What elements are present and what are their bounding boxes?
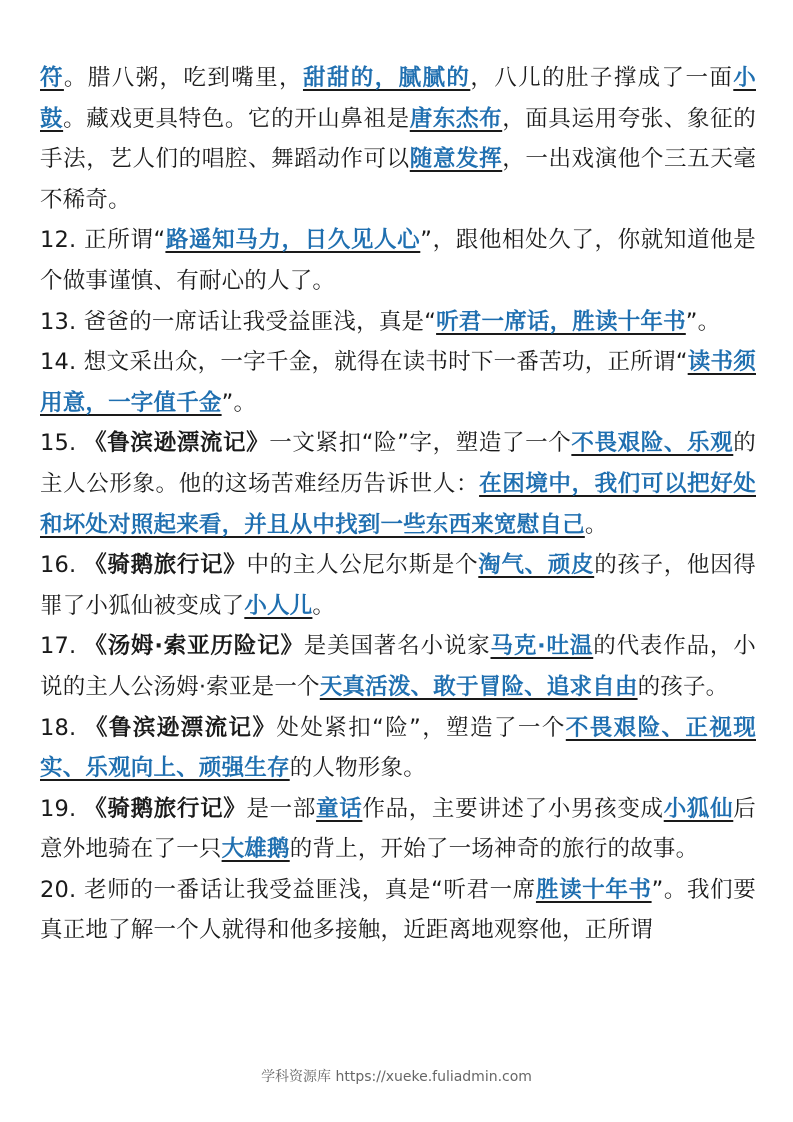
answer-text: 唐东杰布 — [409, 105, 503, 132]
paragraph-text: 的人物形象。 — [289, 755, 426, 782]
paragraph-text: 的孩子，他因得罪了小狐仙被变成了 — [40, 552, 756, 619]
paragraph-text: ，八儿的肚子撑成了一面 — [470, 65, 734, 91]
paragraph — [40, 342, 756, 423]
answer-text: 不畏艰险、正视现实、乐观向上、顽强生存 — [40, 714, 756, 782]
paragraph-text: 的代表作品，小说的主人公汤姆·索亚是一个 — [40, 633, 756, 700]
book-title: 《鲁滨逊漂流记》 — [84, 714, 277, 741]
answer-text: 马克·吐温 — [490, 633, 594, 660]
book-title: 《鲁滨逊漂流记》 — [84, 430, 270, 457]
paragraph — [40, 58, 756, 220]
page-footer: 学科资源库 https://xueke.fuliadmin.com — [261, 1069, 532, 1085]
answer-text: 甜甜的，腻腻的 — [302, 65, 471, 91]
answer-text: 不畏艰险、乐观 — [571, 430, 734, 457]
book-title: 《骑鹅旅行记》 — [84, 795, 247, 822]
answer-text: 路遥知马力，日久见人心 — [165, 227, 421, 254]
paragraph — [40, 220, 756, 301]
answer-text: 听君一席话，胜读十年书 — [436, 308, 686, 335]
answer-text: 符 — [40, 65, 64, 91]
document-body — [40, 58, 756, 951]
paragraph-text: 一文紧扣“险”字，塑造了一个 — [269, 430, 572, 457]
paragraph-text: 12. 正所谓“ — [40, 227, 166, 254]
paragraph-text: 19. — [40, 795, 85, 822]
paragraph-text: 18. — [40, 714, 85, 741]
paragraph-text: 16. — [40, 552, 85, 579]
paragraph-text: ”，跟他相处久了，你就知道他是个做事谨慎、有耐心的人了。 — [40, 227, 756, 294]
paragraph-text: 是美国著名小说家 — [303, 633, 491, 660]
paragraph-text: 的背上，开始了一场神奇的旅行的故事。 — [289, 836, 699, 863]
paragraph-text: ，面具运用夸张、象征的手法，艺人们的唱腔、舞蹈动作可以 — [40, 105, 756, 173]
paragraph-text: 。 — [584, 511, 608, 538]
paragraph — [40, 626, 756, 707]
paragraph-text: ”。 — [685, 308, 721, 335]
paragraph — [40, 870, 756, 951]
book-title: 《汤姆·索亚历险记》 — [84, 633, 304, 660]
paragraph-text: 作品，主要讲述了小男孩变成 — [362, 795, 664, 822]
answer-text: 大雄鹅 — [221, 836, 290, 863]
paragraph-text: ”。我们要真正地了解一个人就得和他多接触，近距离地观察他，正所谓 — [40, 876, 756, 944]
paragraph — [40, 545, 756, 626]
paragraph — [40, 302, 756, 343]
answer-text: 小狐仙 — [663, 795, 734, 822]
answer-text: 在困境中，我们可以把好处和坏处对照起来看，并且从中找到一些东西来宽慰自己 — [40, 470, 756, 538]
answer-text: 读书须用意，一字值千金 — [40, 349, 756, 416]
paragraph-text: ，一出戏演他个三五天毫不稀奇。 — [40, 146, 757, 213]
answer-text: 胜读十年书 — [535, 876, 652, 903]
paragraph-text: 的孩子。 — [637, 673, 729, 700]
paragraph-text: 中的主人公尼尔斯是个 — [246, 552, 479, 579]
answer-text: 天真活泼、敢于冒险、追求自由 — [319, 673, 638, 700]
paragraph-text: 14. 想文采出众，一字千金，就得在读书时下一番苦功，正所谓“ — [40, 349, 688, 376]
paragraph-text: 20. 老师的一番话让我受益匪浅，真是“听君一席 — [40, 876, 536, 903]
answer-text: 小人儿 — [244, 592, 313, 619]
paragraph — [40, 789, 756, 870]
paragraph-text: 17. — [40, 633, 85, 660]
paragraph-text: 。藏戏更具特色。它的开山鼻祖是 — [63, 105, 410, 132]
paragraph-text: ”。 — [221, 389, 257, 416]
paragraph-text: 处处紧扣“险”，塑造了一个 — [276, 714, 566, 741]
paragraph-text: 。腊八粥，吃到嘴里， — [63, 65, 303, 91]
book-title: 《骑鹅旅行记》 — [84, 552, 247, 579]
paragraph-text: 的主人公形象。他的这场苦难经历告诉世人： — [40, 430, 756, 497]
answer-text: 童话 — [316, 795, 363, 822]
answer-text: 小鼓 — [40, 65, 756, 132]
paragraph — [40, 708, 756, 789]
answer-text: 随意发挥 — [409, 146, 503, 173]
answer-text: 淘气、顽皮 — [478, 552, 595, 579]
paragraph-text: 。 — [312, 592, 336, 619]
paragraph-text: 13. 爸爸的一席话让我受益匪浅，真是“ — [40, 308, 437, 335]
paragraph — [40, 423, 756, 545]
paragraph-text: 后意外地骑在了一只 — [40, 795, 756, 863]
paragraph-text: 是一部 — [246, 795, 317, 822]
paragraph-text: 15. — [40, 430, 85, 457]
